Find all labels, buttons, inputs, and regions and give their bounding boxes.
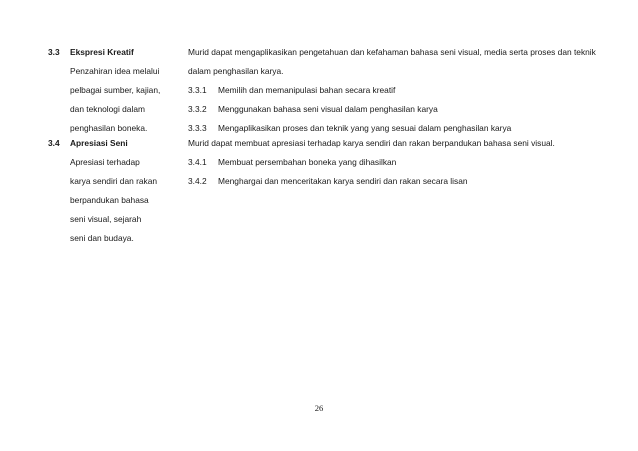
description-line: Penzahiran idea melalui: [70, 66, 160, 76]
description-line: Apresiasi terhadap: [70, 157, 140, 167]
page-number: 26: [314, 403, 324, 413]
statement-line: dalam penghasilan karya.: [188, 66, 284, 76]
standard-text: Memilih dan memanipulasi bahan secara kreatif: [218, 85, 396, 95]
description-line: karya sendiri dan rakan: [70, 176, 158, 186]
section-title: Ekspresi Kreatif: [70, 47, 134, 57]
section-standards: [188, 134, 618, 191]
standard-item: [188, 153, 618, 172]
section-standards: [188, 43, 618, 138]
description-line: berpandukan bahasa: [70, 195, 149, 205]
section-summary: [70, 134, 180, 248]
standard-item: [188, 172, 618, 191]
statement-line: Murid dapat mengaplikasikan pengetahuan dan kefahaman bahasa seni visual, media serta proses dan teknik: [188, 47, 596, 57]
statement-line: Murid dapat membuat apresiasi terhadap karya sendiri dan rakan berpandukan bahasa seni visual.: [188, 138, 555, 148]
standard-code: 3.3.1: [188, 85, 207, 95]
standard-text: Menghargai dan menceritakan karya sendiri dan rakan secara lisan: [218, 176, 468, 186]
section-title: Apresiasi Seni: [70, 138, 128, 148]
standard-code: 3.3.2: [188, 104, 207, 114]
standard-item: [188, 81, 618, 100]
section-number: 3.4: [48, 138, 60, 148]
description-line: seni visual, sejarah: [70, 214, 142, 224]
description-line: penghasilan boneka.: [70, 123, 148, 133]
standard-code: 3.3.3: [188, 123, 207, 133]
standard-text: Mengaplikasikan proses dan teknik yang yang sesuai dalam penghasilan karya: [218, 123, 512, 133]
description-line: seni dan budaya.: [70, 233, 134, 243]
standard-item: [188, 100, 618, 119]
standard-code: 3.4.2: [188, 176, 207, 186]
section-number: 3.3: [48, 47, 60, 57]
description-line: dan teknologi dalam: [70, 104, 145, 114]
standard-text: Membuat persembahan boneka yang dihasilkan: [218, 157, 397, 167]
description-line: pelbagai sumber, kajian,: [70, 85, 161, 95]
standard-code: 3.4.1: [188, 157, 207, 167]
standard-text: Menggunakan bahasa seni visual dalam penghasilan karya: [218, 104, 438, 114]
section-summary: [70, 43, 180, 138]
